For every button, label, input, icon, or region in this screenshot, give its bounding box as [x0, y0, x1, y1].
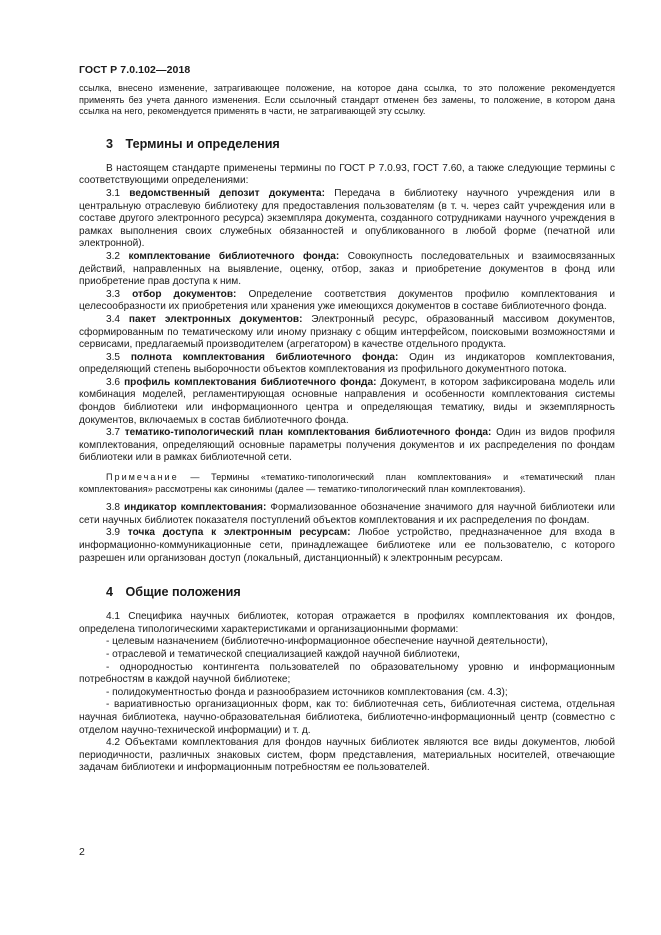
term-number: 3.2 — [106, 250, 121, 262]
term-definition — [79, 502, 615, 527]
terms-note — [79, 472, 615, 495]
term-number: 3.9 — [106, 527, 121, 539]
document-body — [79, 83, 615, 775]
term-number: 3.3 — [106, 288, 121, 300]
section-3-title: Термины и определения — [125, 136, 280, 151]
term-text: Совокупность последовательных и взаимосвязанных действий, направленных на выявление, оценку, отбор, заказ и приобретение документов в фонд или приобретение прав доступа к ним. — [79, 250, 616, 288]
term-definition — [79, 427, 615, 465]
note-text: — Термины «тематико-типологический план комплектования» и «тематический план комплектования» рассмотрены как синонимы (далее — тематико-типологический план комплектования). — [79, 472, 616, 494]
term-text: Формализованное обозначение значимого для научной библиотеки или сети научных библиотек показателя поступлений объектов комплектования и их распределения по фондам. — [79, 502, 615, 526]
term-definition — [79, 251, 615, 289]
term-name: ведомственный депозит документа: — [129, 187, 326, 199]
term-name: пакет электронных документов: — [128, 313, 303, 325]
term-name: профиль комплектования библиотечного фонда: — [124, 376, 377, 388]
term-name: индикатор комплектования: — [123, 502, 267, 514]
term-number: 3.7 — [106, 427, 121, 439]
term-text: Один из индикаторов комплектования, определяющий степень выборочности объектов комплектования из профильного документного потока. — [79, 351, 615, 376]
term-number: 3.1 — [106, 187, 121, 199]
term-definition — [79, 188, 615, 251]
term-number: 3.5 — [106, 351, 121, 363]
section-4-paragraph-1: 4.1 Специфика научных библиотек, которая отражается в профилях комплектования их фондов, определена типологическими характеристиками и организационными формами: — [79, 611, 615, 635]
section-3-heading — [79, 137, 615, 152]
list-item: - целевым назначением (библиотечно-информационное обеспечение научной деятельности), — [106, 636, 548, 648]
term-name: точка доступа к электронным ресурсам: — [127, 527, 351, 539]
term-number: 3.8 — [106, 502, 121, 514]
term-definition — [79, 289, 615, 314]
intro-paragraph-block — [79, 83, 615, 118]
section-4-heading — [79, 585, 615, 600]
term-definition — [79, 527, 615, 565]
term-name: полнота комплектования библиотечного фонда: — [130, 351, 399, 363]
term-number: 3.6 — [106, 376, 121, 388]
terms-list — [79, 188, 615, 465]
section-4-paragraph-2: 4.2 Объектами комплектования для фондов научных библиотек являются все виды документов, любой периодичности, различных знаковых систем, форм представления, материальных носителей, отвечающие задачам библиотеки и информационным потребностям ее пользователей. — [79, 737, 615, 774]
term-definition — [79, 352, 615, 377]
intro-paragraph: ссылка, внесено изменение, затрагивающее положение, на которое дана ссылка, то это положение рекомендуется применять без учета данного изменения. Если ссылочный стандарт отменен без замены, то положение, в котором дана ссылка на него, рекомендуется применять в части, не затрагивающей эту ссылку. — [79, 83, 615, 117]
list-item: - полидокументностью фонда и разнообразием источников комплектования (см. 4.3); — [106, 686, 508, 698]
characteristics-list — [79, 636, 615, 737]
list-item: - вариативностью организационных форм, как то: библиотечная сеть, библиотечная система, отдельная научная библиотека, научно-образовательная библиотека, библиотечно-информационный центр (совместно с отделом научно-технической информации) и т. д. — [79, 699, 615, 736]
section-3-number: 3 — [106, 136, 114, 151]
terms-list-2 — [79, 502, 615, 565]
section-3-lead: В настоящем стандарте применены термины по ГОСТ Р 7.0.93, ГОСТ 7.60, а также следующие термины с соответствующими определениями: — [79, 162, 615, 187]
list-item: - однородностью контингента пользователей по образовательному уровню и информационным потребностям в каждой научной библиотеке; — [79, 661, 615, 686]
term-text: Один из видов профиля комплектования, определяющий основные параметры получения документов и их распределения по фондам библиотеки или в рамках библиотечной сети. — [79, 427, 615, 464]
term-text: Любое устройство, предназначенное для входа в информационно-коммуникационные сети, принадлежащее библиотеке или ее пользователю, с которого разрешен или организован доступ (локальный, дистанционный) к электронным ресурсам. — [79, 527, 615, 564]
term-definition — [79, 314, 615, 352]
term-definition — [79, 377, 615, 427]
list-item: - отраслевой и тематической специализацией каждой научной библиотеки, — [106, 648, 460, 660]
section-4-number: 4 — [106, 585, 114, 600]
term-number: 3.4 — [106, 313, 121, 325]
term-name: тематико-типологический план комплектования библиотечного фонда: — [124, 427, 492, 439]
note-label: Примечание — [106, 472, 179, 483]
document-header: ГОСТ Р 7.0.102—2018 — [79, 64, 191, 76]
term-text: Документ, в котором зафиксирована модель или комбинация моделей, регламентирующая основные направления и особенности комплектования системы фондов библиотеки или информационного центра и определяющая тематику, виды и экземплярность документов, включаемых в состав библиотечного фонда. — [79, 376, 615, 426]
term-name: комплектование библиотечного фонда: — [128, 250, 340, 262]
term-text: Определение соответствия документов профилю комплектования и целесообразности их приобретения или хранения уже имеющихся документов в составе библиотечного фонда. — [79, 288, 615, 313]
term-text: Электронный ресурс, образованный массивом документов, сформированным по тематическому или иному признаку с общим интерфейсом, поисковыми возможностями и сервисами, предлагаемый производителем (агрегатором) в качестве отдельного продукта. — [79, 313, 616, 351]
page-number: 2 — [79, 846, 85, 858]
section-4-title: Общие положения — [125, 585, 241, 600]
term-name: отбор документов: — [132, 288, 237, 300]
term-text: Передача в библиотеку научного учреждения или в центральную отраслевую библиотеку для предоставления пользователям (в т. ч. через сайт учреждения или в составе другого электронного ресурса) экземпляра документа, созданного сотрудниками научного учреждения в рамках выполнения своих служебных обязанностей и опубликованного в любой форме (печатной или электронной). — [79, 187, 615, 250]
